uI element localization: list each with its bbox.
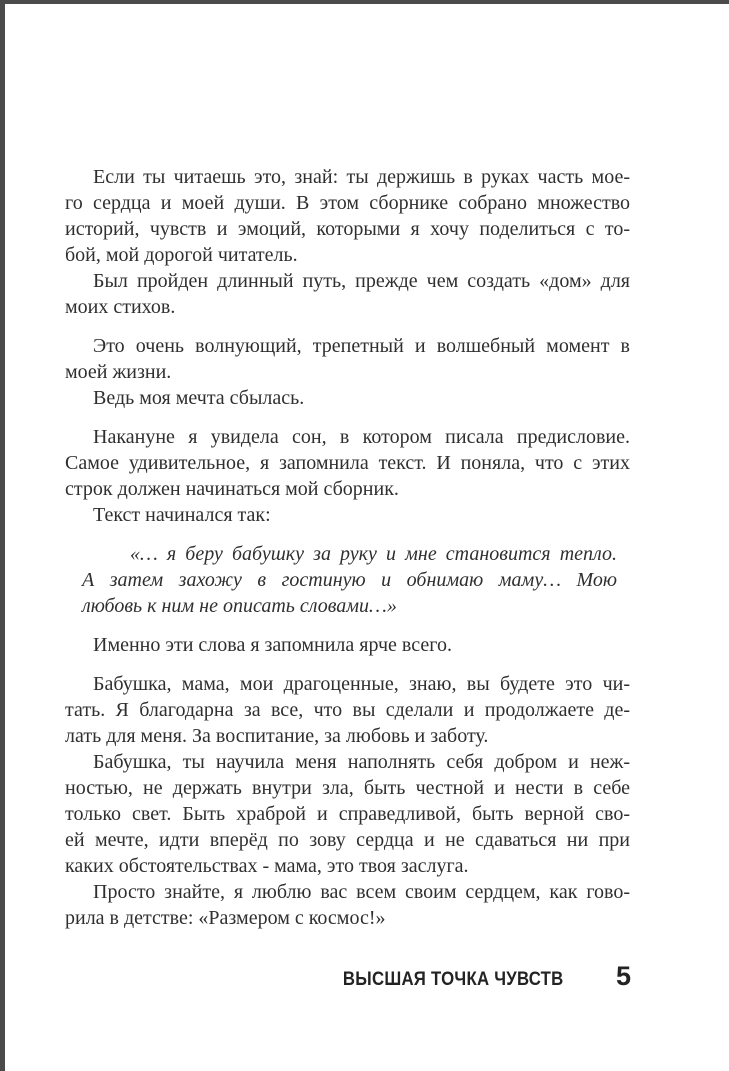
text-line: Это очень волнующий, трепетный и волшебный момент в (93, 335, 630, 357)
text-line: Текст начинался так: (93, 504, 271, 526)
text-line: строк должен начинаться мой сборник. (65, 478, 399, 500)
text-line: «… я беру бабушку за руку и мне становится тепло. (130, 543, 617, 565)
text-line: любовь к ним не описать словами…» (82, 595, 397, 617)
page-left-edge (0, 0, 5, 1071)
page-number: 5 (615, 961, 631, 991)
text-line: Ведь моя мечта сбылась. (93, 387, 305, 409)
text-line: Был пройден длинный путь, прежде чем создать «дом» для (93, 270, 630, 292)
text-line: рила в детстве: «Размером с космос!» (65, 907, 386, 929)
text-line: моей жизни. (65, 361, 172, 383)
text-line: лать для меня. За воспитание, за любовь и заботу. (65, 725, 489, 747)
text-line: ностью, не держать внутри зла, быть честной и нести в себе (65, 777, 630, 799)
text-line: го сердца и моей души. В этом сборнике собрано множество (65, 192, 630, 214)
text-block (65, 164, 630, 931)
text-line: Бабушка, ты научила меня наполнять себя добром и неж- (93, 751, 630, 773)
text-line: ей мечте, идти вперёд по зову сердца и не сдаваться ни при (65, 829, 630, 851)
text-line: Накануне я увидела сон, в котором писала предисловие. (93, 426, 630, 448)
text-line: тать. Я благодарна за все, что вы сделали и продолжаете де- (65, 699, 630, 721)
text-line: Просто знайте, я люблю вас всем своим сердцем, как гово- (93, 881, 630, 903)
text-line: Именно эти слова я запомнила ярче всего. (93, 634, 452, 656)
text-line: только свет. Быть храброй и справедливой, быть верной сво- (65, 803, 630, 825)
page-top-edge (0, 0, 729, 4)
page-footer (65, 962, 631, 993)
text-line: А затем захожу в гостиную и обнимаю маму… Мою (82, 569, 617, 591)
text-line: Если ты читаешь это, знай: ты держишь в руках часть мое- (93, 166, 630, 188)
text-line: моих стихов. (65, 296, 176, 318)
text-line: каких обстоятельствах - мама, это твоя заслуга. (65, 855, 469, 877)
running-title: ВЫСШАЯ ТОЧКА ЧУВСТВ (343, 968, 564, 990)
text-line: историй, чувств и эмоций, которыми я хочу поделиться с то- (65, 218, 630, 240)
text-line: Самое удивительное, я запомнила текст. И поняла, что с этих (65, 452, 630, 474)
text-line: бой, мой дорогой читатель. (65, 244, 298, 266)
text-line: Бабушка, мама, мои драгоценные, знаю, вы будете это чи- (93, 673, 630, 695)
